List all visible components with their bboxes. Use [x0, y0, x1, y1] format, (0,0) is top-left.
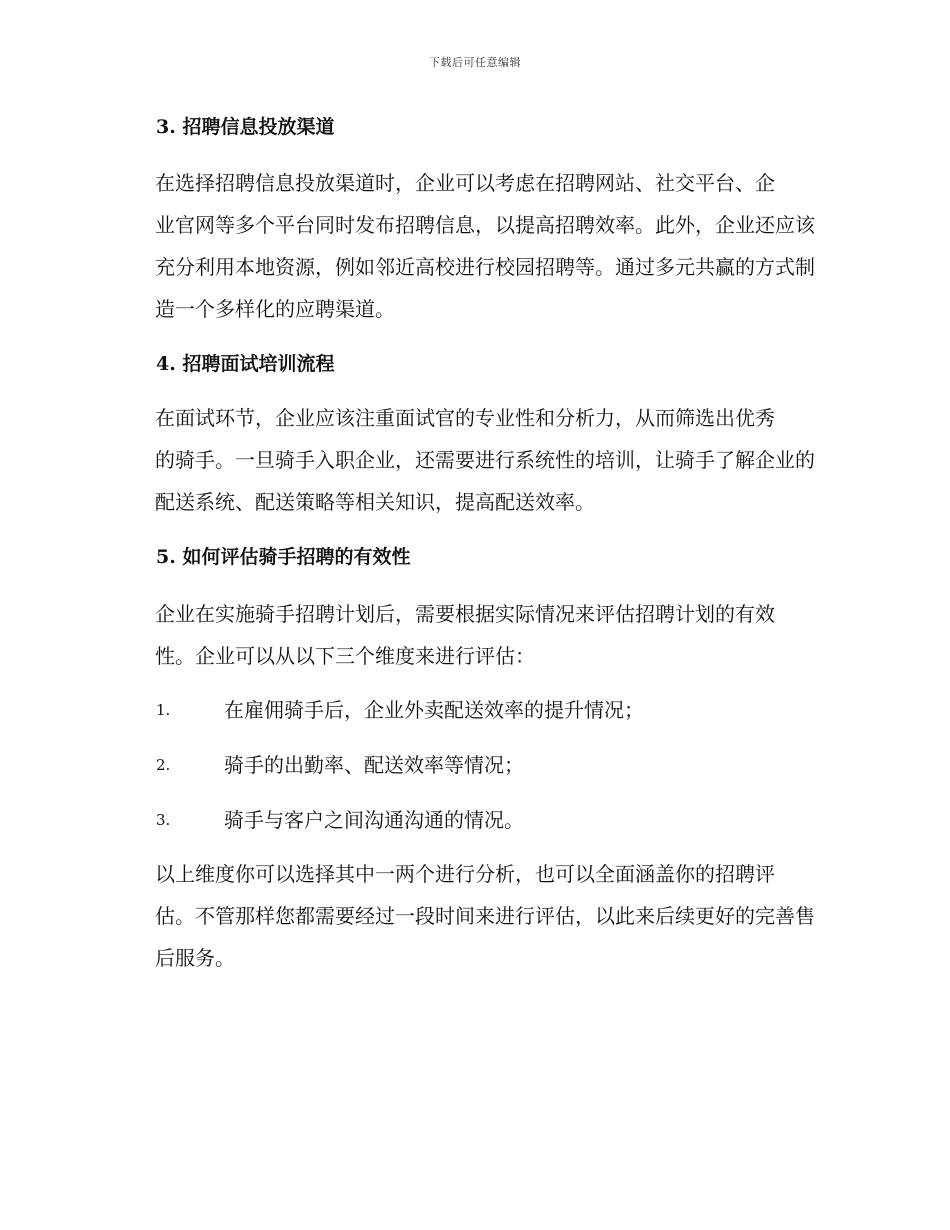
- page-header: 下载后可任意编辑: [429, 56, 521, 69]
- list-item: [156, 695, 836, 725]
- paragraph-line: 性。企业可以从以下三个维度来进行评估：: [155, 644, 535, 668]
- section-heading: 4. 招聘面试培训流程: [156, 353, 335, 375]
- paragraph-line: 以上维度你可以选择其中一两个进行分析，也可以全面涵盖你的招聘评: [155, 862, 775, 886]
- paragraph-line: 造一个多样化的应聘渠道。: [155, 297, 395, 321]
- list-text: 骑手与客户之间沟通沟通的情况。: [224, 808, 524, 832]
- paragraph: [113, 593, 829, 677]
- list-item: [156, 805, 836, 835]
- paragraph-line: 企业在实施骑手招聘计划后，需要根据实际情况来评估招聘计划的有效: [155, 602, 775, 626]
- paragraph-line: 在面试环节，企业应该注重面试官的专业性和分析力，从而筛选出优秀: [155, 406, 775, 430]
- list-text: 骑手的出勤率、配送效率等情况；: [224, 753, 524, 777]
- section-heading: 3. 招聘信息投放渠道: [156, 116, 335, 138]
- paragraph-line: 的骑手。一旦骑手入职企业，还需要进行系统性的培训，让骑手了解企业的: [155, 448, 815, 472]
- list-text: 在雇佣骑手后，企业外卖配送效率的提升情况；: [224, 698, 644, 722]
- paragraph-line: 后服务。: [155, 946, 235, 970]
- paragraph-line: 在选择招聘信息投放渠道时，企业可以考虑在招聘网站、社交平台、企: [155, 171, 775, 195]
- paragraph: [113, 853, 829, 979]
- paragraph-line: 业官网等多个平台同时发布招聘信息，以提高招聘效率。此外，企业还应该: [155, 213, 815, 237]
- list-item: [156, 750, 836, 780]
- paragraph: [113, 397, 829, 523]
- paragraph-line: 估。不管那样您都需要经过一段时间来进行评估，以此来后续更好的完善售: [155, 904, 815, 928]
- section-heading: 5. 如何评估骑手招聘的有效性: [156, 546, 411, 568]
- paragraph-line: 配送系统、配送策略等相关知识，提高配送效率。: [155, 490, 595, 514]
- list-number: 1.: [156, 701, 171, 719]
- list-number: 2.: [156, 756, 171, 774]
- paragraph: [113, 162, 829, 330]
- paragraph-line: 充分利用本地资源，例如邻近高校进行校园招聘等。通过多元共赢的方式制: [155, 255, 815, 279]
- list-number: 3.: [156, 811, 171, 829]
